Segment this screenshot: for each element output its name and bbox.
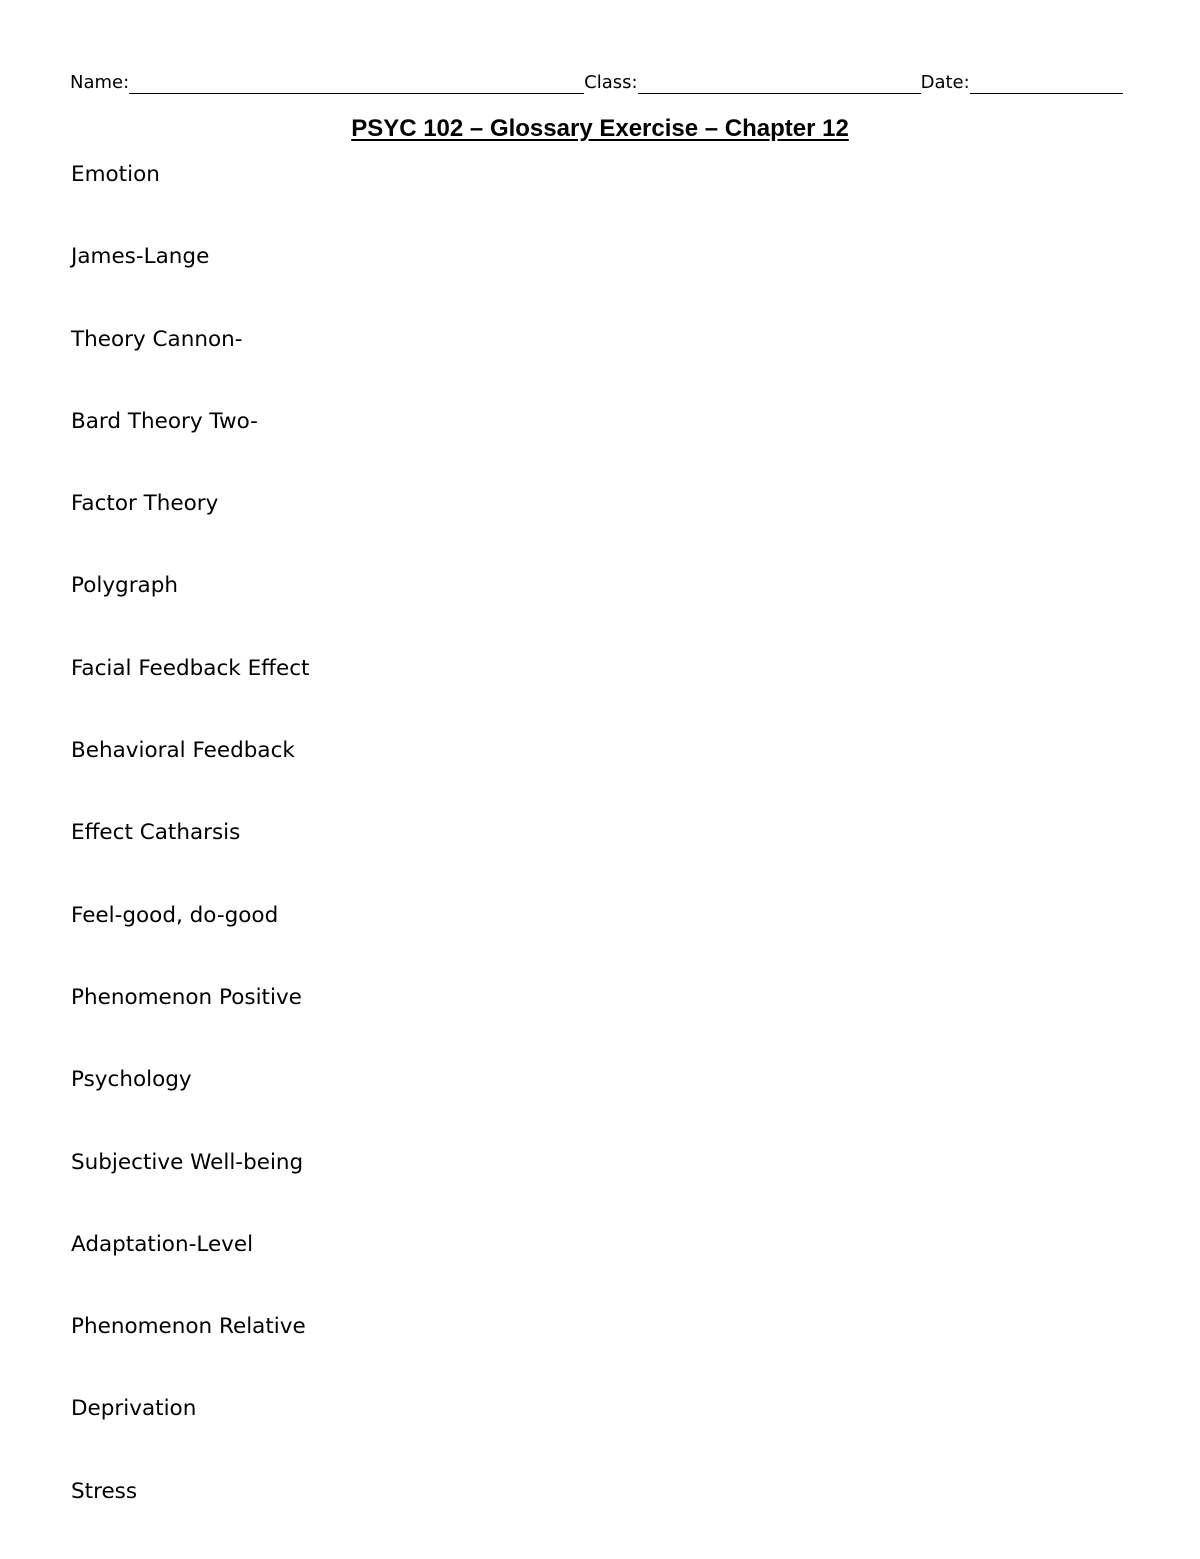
glossary-term: Stress bbox=[71, 1478, 138, 1504]
glossary-term: Behavioral Feedback bbox=[71, 738, 295, 764]
glossary-term: Deprivation bbox=[71, 1396, 197, 1422]
student-info-line bbox=[70, 70, 1136, 94]
glossary-term: Feel-good, do-good bbox=[71, 902, 279, 928]
glossary-term: Subjective Well-being bbox=[71, 1149, 304, 1175]
glossary-term: Adaptation-Level bbox=[71, 1231, 254, 1257]
glossary-term: Phenomenon Positive bbox=[71, 984, 302, 1010]
glossary-term: Bard Theory Two- bbox=[71, 408, 258, 434]
class-blank-line[interactable] bbox=[638, 73, 921, 94]
name-label: Name: bbox=[70, 72, 130, 93]
glossary-term: Factor Theory bbox=[71, 491, 219, 517]
date-label: Date: bbox=[920, 72, 970, 93]
page-title: PSYC 102 – Glossary Exercise – Chapter 12 bbox=[351, 115, 849, 142]
date-blank-line[interactable] bbox=[970, 73, 1123, 94]
glossary-term: Phenomenon Relative bbox=[71, 1314, 306, 1340]
glossary-term: Effect Catharsis bbox=[71, 820, 241, 846]
glossary-term: Facial Feedback Effect bbox=[71, 655, 310, 681]
glossary-term: Psychology bbox=[71, 1067, 192, 1093]
name-blank-line[interactable] bbox=[129, 73, 584, 94]
glossary-term-list bbox=[71, 160, 309, 1559]
glossary-term: Emotion bbox=[71, 162, 160, 187]
glossary-term: Theory Cannon- bbox=[71, 326, 243, 352]
glossary-term: James-Lange bbox=[71, 244, 210, 270]
class-label: Class: bbox=[584, 72, 638, 93]
glossary-term: Polygraph bbox=[71, 573, 178, 599]
